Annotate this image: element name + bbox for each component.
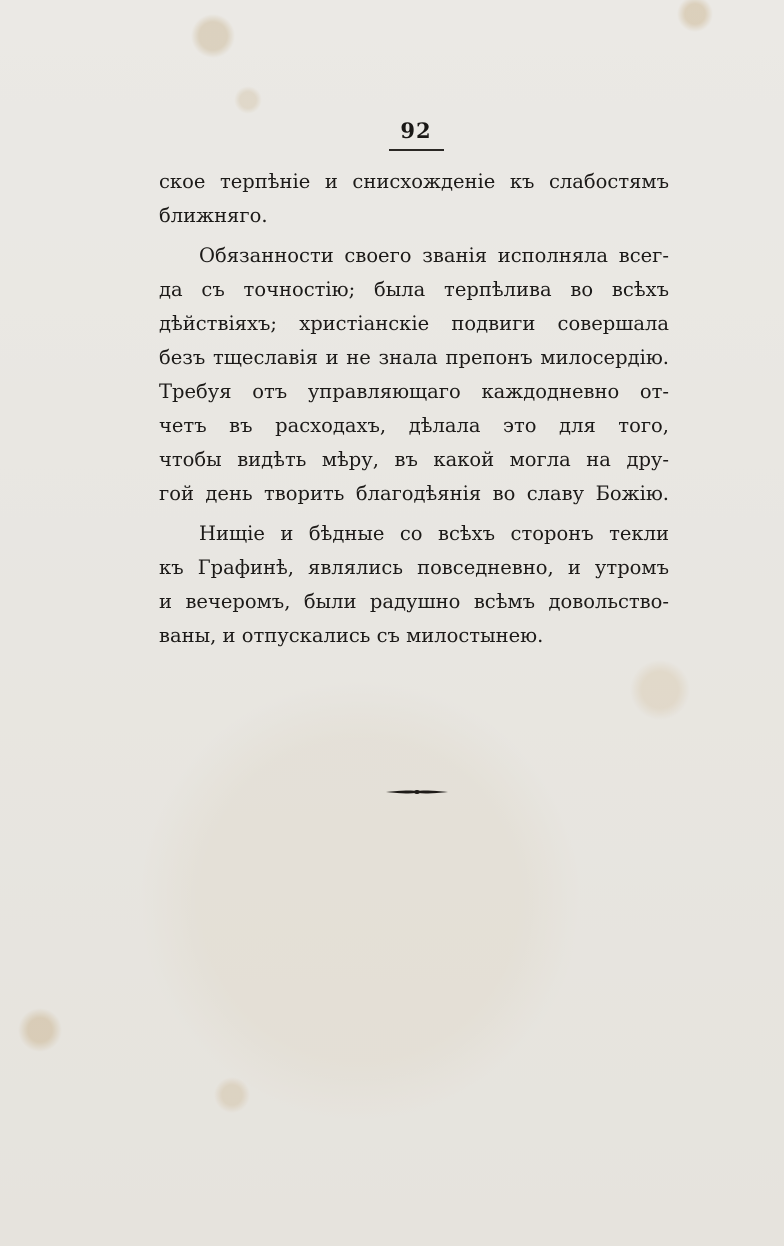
text-line: безъ тщеславія и не знала препонъ милосердію. <box>159 346 669 369</box>
text-line: четъ въ расходахъ, дѣлала это для того, <box>159 414 669 437</box>
end-ornament <box>384 784 450 800</box>
text-line: Нищіе и бѣдные со всѣхъ сторонъ текли <box>199 522 669 545</box>
text-line: чтобы видѣть мѣру, въ какой могла на дру- <box>159 448 669 471</box>
page-number-rule <box>389 149 444 151</box>
text-line: къ Графинѣ, являлись повседневно, и утромъ <box>159 556 669 579</box>
body-text <box>159 165 669 653</box>
page-number: 92 <box>400 118 432 143</box>
text-line: Обязанности своего званія исполняла всег- <box>199 244 669 267</box>
text-line: да съ точностію; была терпѣлива во всѣхъ <box>159 278 669 301</box>
text-line: ваны, и отпускались съ милостынею. <box>159 624 544 647</box>
text-line: Требуя отъ управляющаго каждодневно от- <box>159 380 669 403</box>
text-line: дѣйствіяхъ; христіанскіе подвиги совершала <box>159 312 669 335</box>
text-line: и вечеромъ, были радушно всѣмъ довольство- <box>159 590 669 613</box>
text-line: гой день творить благодѣянія во славу Божію. <box>159 482 669 505</box>
text-line: ближняго. <box>159 204 268 227</box>
text-line: ское терпѣніе и снисхожденіе къ слабостямъ <box>159 170 669 193</box>
